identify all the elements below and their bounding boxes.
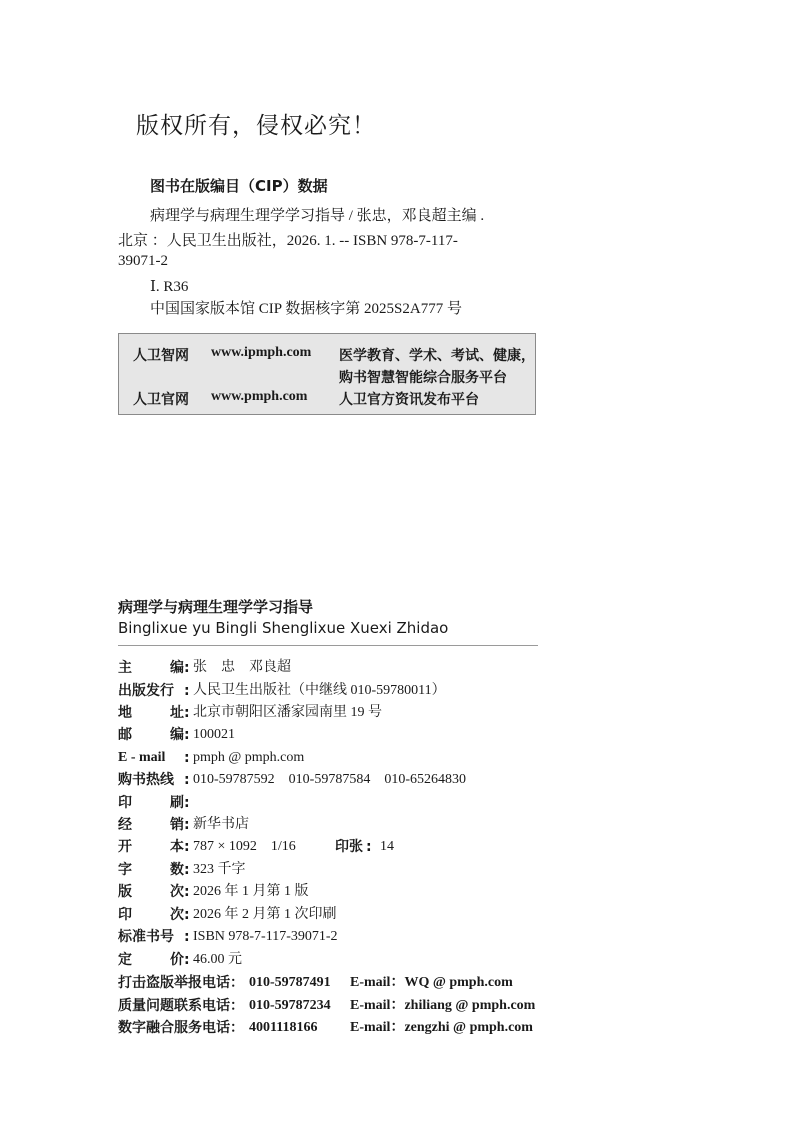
email-value[interactable]: pmph @ pmph.com (193, 750, 305, 765)
publisher-value: 人民卫生出版社（中继线 010-59780011） (193, 683, 446, 698)
label-char: 邮 (118, 727, 132, 743)
website-name-ipmph: 人卫智网 (133, 348, 189, 364)
colon: : (184, 817, 190, 833)
website-desc-ipmph-a: 医学教育、学术、考试、健康， (339, 348, 535, 364)
label-char: 价 (170, 952, 184, 968)
label-char: 址 (170, 705, 184, 721)
colon: : (184, 839, 190, 855)
colon: : (184, 772, 190, 788)
book-title-chinese: 病理学与病理生理学学习指导 (118, 598, 314, 616)
label-char: 本 (170, 839, 184, 855)
website-url-ipmph[interactable]: www.ipmph.com (211, 345, 312, 360)
label-char: 刷 (170, 795, 184, 811)
piracy-phone: 010-59787491 (249, 975, 331, 990)
colon: : (184, 907, 190, 923)
address-value: 北京市朝阳区潘家园南里 19 号 (193, 705, 382, 720)
label-char: 版 (118, 884, 132, 900)
sheets-label: 印张 (335, 839, 363, 855)
colon: : (184, 929, 190, 945)
cip-heading: 图书在版编目（CIP）数据 (150, 177, 328, 195)
distributor-value: 新华书店 (193, 817, 249, 832)
colon: : (184, 705, 190, 721)
label-char: 经 (118, 817, 132, 833)
book-title-pinyin: Binglixue yu Bingli Shenglixue Xuexi Zhidao (118, 619, 449, 637)
label-char: 地 (118, 705, 132, 721)
label-char: 次 (170, 884, 184, 900)
printing-value: 2026 年 2 月第 1 次印刷 (193, 907, 337, 922)
edition-value: 2026 年 1 月第 1 版 (193, 884, 309, 899)
hotline-label: 购书热线 (118, 772, 174, 788)
quality-phone: 010-59787234 (249, 998, 331, 1013)
colon: : (184, 884, 190, 900)
label-char: 销 (170, 817, 184, 833)
label-char: 印 (118, 795, 132, 811)
divider (118, 645, 538, 646)
cip-line-3: 39071-2 (118, 253, 168, 269)
quality-label: 质量问题联系电话： (118, 998, 244, 1014)
quality-email[interactable]: E-mail：zhiliang @ pmph.com (350, 998, 536, 1013)
colon: : (184, 750, 190, 766)
colon: : (184, 795, 190, 811)
wordcount-value: 323 千字 (193, 862, 246, 877)
website-info-box (118, 333, 536, 415)
piracy-email[interactable]: E-mail：WQ @ pmph.com (350, 975, 513, 990)
label-char: 定 (118, 952, 132, 968)
digital-label: 数字融合服务电话： (118, 1020, 244, 1036)
digital-phone: 4001118166 (249, 1020, 318, 1035)
website-url-pmph[interactable]: www.pmph.com (211, 389, 308, 404)
cip-line-2: 北京 ：人民卫生出版社，2026. 1. -- ISBN 978-7-117- (118, 233, 458, 249)
label-char: 编 (170, 660, 184, 676)
sheets-value: 14 (380, 839, 394, 854)
editor-value: 张 忠 邓良超 (193, 660, 291, 675)
price-value: 46.00 元 (193, 952, 242, 967)
copyright-notice: 版权所有，侵权必究！ (136, 113, 376, 138)
label-char: 印 (118, 907, 132, 923)
isbn-label: 标准书号 (118, 929, 174, 945)
website-name-pmph: 人卫官网 (133, 392, 189, 408)
colon: : (184, 862, 190, 878)
website-desc-ipmph-b: 购书智慧智能综合服务平台 (339, 370, 507, 386)
colon: : (184, 727, 190, 743)
postcode-value: 100021 (193, 727, 235, 742)
cip-line-4: Ⅰ. R36 (150, 279, 189, 295)
label-char: 编 (170, 727, 184, 743)
digital-email[interactable]: E-mail：zengzhi @ pmph.com (350, 1020, 533, 1035)
colon: : (184, 660, 190, 676)
label-char: 次 (170, 907, 184, 923)
label-char: 数 (170, 862, 184, 878)
label-char: 字 (118, 862, 132, 878)
publisher-label: 出版发行 (118, 683, 174, 699)
isbn-value: ISBN 978-7-117-39071-2 (193, 929, 338, 944)
colon: : (184, 683, 190, 699)
email-label: E - mail (118, 750, 166, 765)
cip-line-5: 中国国家版本馆 CIP 数据核字第 2025S2A777 号 (150, 301, 462, 317)
colon: : (184, 952, 190, 968)
colon: : (366, 839, 372, 855)
label-char: 主 (118, 660, 132, 676)
cip-line-1: 病理学与病理生理学学习指导 / 张忠，邓良超主编 . (150, 208, 485, 224)
website-desc-pmph: 人卫官方资讯发布平台 (339, 392, 479, 408)
label-char: 开 (118, 839, 132, 855)
hotline-value: 010-59787592 010-59787584 010-65264830 (193, 772, 466, 787)
piracy-label: 打击盗版举报电话： (118, 975, 244, 991)
format-value: 787 × 1092 1/16 (193, 839, 296, 854)
